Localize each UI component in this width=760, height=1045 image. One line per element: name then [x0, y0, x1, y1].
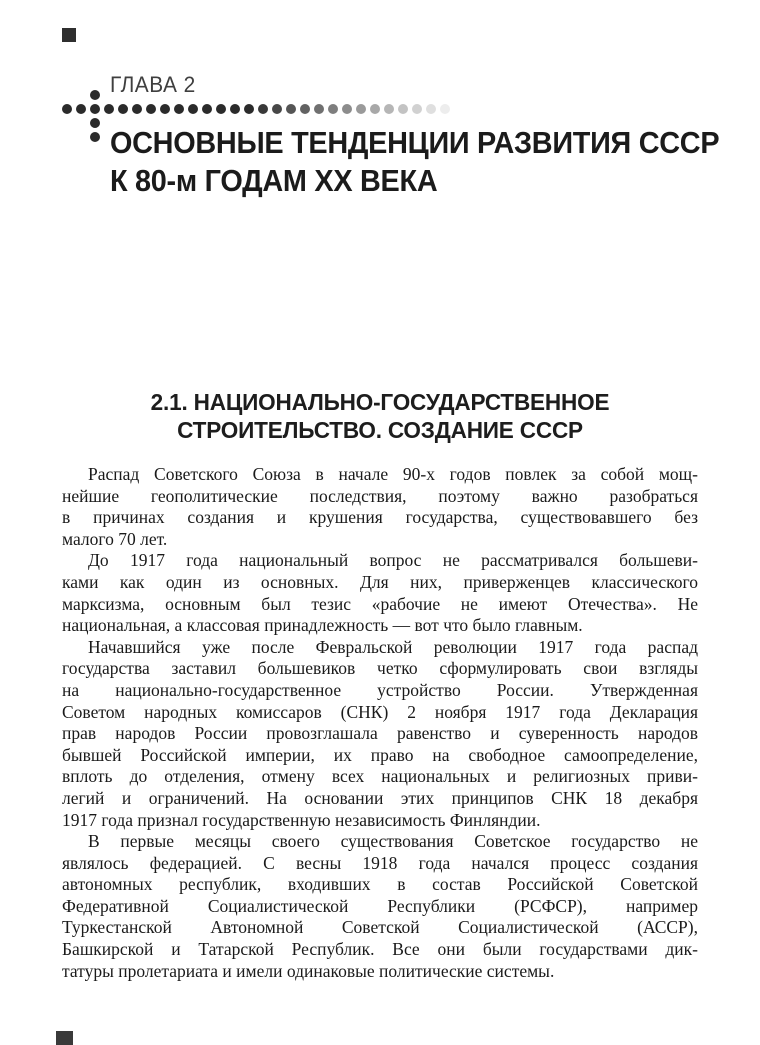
text-line: Башкирской и Татарской Республик. Все они были государствами дик-: [62, 939, 698, 960]
text-line: малого 70 лет.: [62, 528, 168, 549]
chapter-title-line1: ОСНОВНЫЕ ТЕНДЕНЦИИ РАЗВИТИЯ СССР: [110, 125, 720, 160]
row-dot-icon: [188, 104, 198, 114]
text-line: татуры пролетариата и имели одинаковые политические системы.: [62, 960, 555, 981]
row-dot-icon: [286, 104, 296, 114]
text-line: на национально-государственное устройство России. Утвержденная: [62, 679, 698, 700]
dots-row: [62, 104, 454, 114]
row-dot-icon: [440, 104, 450, 114]
text-line: Советом народных комиссаров (СНК) 2 ноября 1917 года Декларация: [62, 701, 698, 722]
text-line: До 1917 года национальный вопрос не рассматривался большеви-: [88, 550, 698, 571]
chapter-label: ГЛАВА 2: [110, 72, 196, 97]
corner-mark-bottom: [56, 1031, 73, 1045]
row-dot-icon: [90, 104, 100, 114]
row-dot-icon: [398, 104, 408, 114]
text-line: В первые месяцы своего существования Советское государство не: [88, 831, 698, 852]
section-heading: [75, 388, 686, 444]
paragraph: [62, 637, 698, 831]
section-heading-line2: СТРОИТЕЛЬСТВО. СОЗДАНИЕ СССР: [177, 417, 583, 443]
row-dot-icon: [300, 104, 310, 114]
cross-dot-icon: [90, 118, 100, 128]
text-line: национальная, а классовая принадлежность — вот что было главным.: [62, 615, 583, 636]
row-dot-icon: [104, 104, 114, 114]
chapter-title-line2: К 80-м ГОДАМ XX ВЕКА: [110, 163, 438, 198]
row-dot-icon: [62, 104, 72, 114]
cross-dot-icon: [90, 90, 100, 100]
text-line: марксизма, основным был тезис «рабочие не имеют Отечества». Не: [62, 593, 698, 614]
paragraph: [62, 831, 698, 982]
text-line: в причинах создания и крушения государства, существовавшего без: [62, 507, 698, 528]
row-dot-icon: [76, 104, 86, 114]
text-line: ками как один из основных. Для них, приверженцев классического: [62, 571, 698, 592]
text-line: Федеративной Социалистической Республики (РСФСР), например: [62, 895, 698, 916]
text-line: являлось федерацией. С весны 1918 года начался процесс создания: [62, 852, 698, 873]
text-line: Начавшийся уже после Февральской революции 1917 года распад: [88, 636, 698, 657]
section-heading-line1: 2.1. НАЦИОНАЛЬНО-ГОСУДАРСТВЕННОЕ: [150, 389, 610, 415]
row-dot-icon: [146, 104, 156, 114]
row-dot-icon: [370, 104, 380, 114]
row-dot-icon: [244, 104, 254, 114]
text-line: легий и ограничений. На основании этих принципов СНК 18 декабря: [62, 787, 698, 808]
corner-mark-top: [62, 28, 76, 42]
text-line: вплоть до отделения, отмену всех национальных и религиозных приви-: [62, 766, 698, 787]
row-dot-icon: [230, 104, 240, 114]
paragraph: [62, 464, 698, 550]
text-line: бывшей Российской империи, их право на свободное самоопределение,: [62, 744, 698, 765]
row-dot-icon: [160, 104, 170, 114]
text-line: нейшие геополитические последствия, поэтому важно разобраться: [62, 485, 698, 506]
body-text: [62, 464, 698, 982]
row-dot-icon: [328, 104, 338, 114]
row-dot-icon: [356, 104, 366, 114]
row-dot-icon: [412, 104, 422, 114]
row-dot-icon: [132, 104, 142, 114]
row-dot-icon: [202, 104, 212, 114]
paragraph: [62, 550, 698, 636]
text-line: Туркестанской Автономной Советской Социалистической (АССР),: [62, 917, 698, 938]
row-dot-icon: [258, 104, 268, 114]
text-line: 1917 года признал государственную независимость Финляндии.: [62, 809, 541, 830]
row-dot-icon: [174, 104, 184, 114]
row-dot-icon: [118, 104, 128, 114]
row-dot-icon: [384, 104, 394, 114]
text-line: Распад Советского Союза в начале 90-х годов повлек за собой мощ-: [88, 464, 698, 484]
row-dot-icon: [314, 104, 324, 114]
cross-dot-icon: [90, 132, 100, 142]
row-dot-icon: [216, 104, 226, 114]
row-dot-icon: [272, 104, 282, 114]
row-dot-icon: [426, 104, 436, 114]
row-dot-icon: [342, 104, 352, 114]
text-line: прав народов России провозглашала равенство и суверенность народов: [62, 723, 698, 744]
text-line: автономных республик, входивших в состав Российской Советской: [62, 874, 698, 895]
text-line: государства заставил большевиков четко сформулировать свои взгляды: [62, 658, 698, 679]
chapter-title: [110, 124, 720, 200]
